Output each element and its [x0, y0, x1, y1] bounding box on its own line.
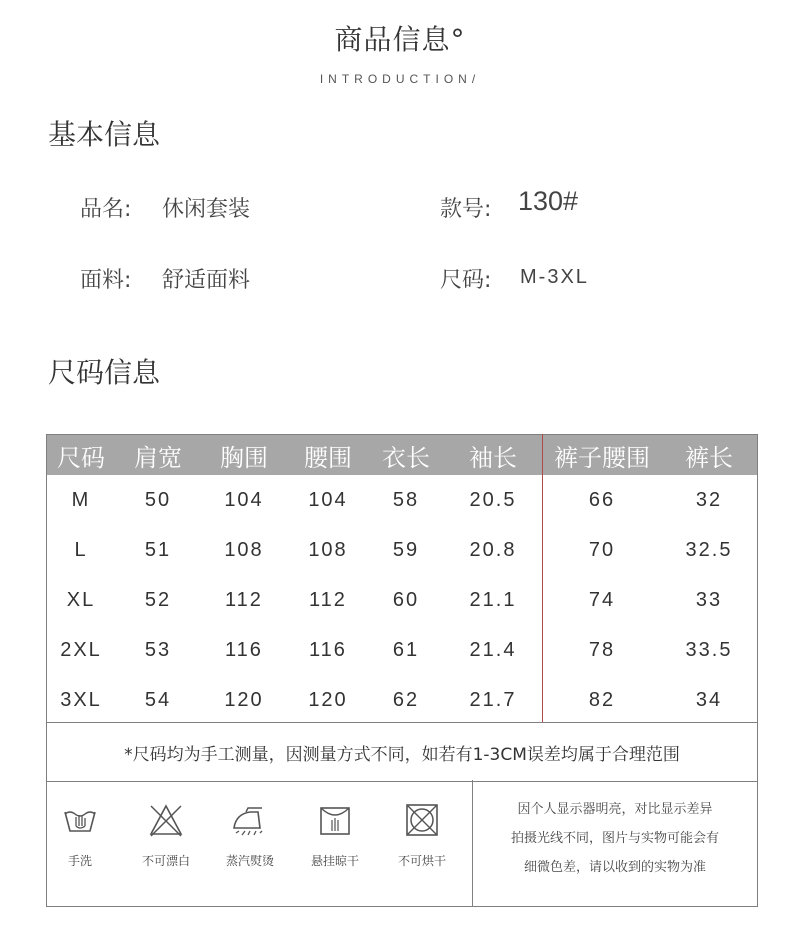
- product-name-label: 品名:: [80, 197, 132, 222]
- table-cell: 32.5: [685, 538, 733, 561]
- care-label-no-tumble-dry: 不可烘干: [397, 854, 446, 868]
- header-cell-sleeve: 袖长: [469, 443, 517, 472]
- measurement-note: [46, 722, 758, 782]
- table-row: [47, 625, 757, 675]
- table-cell: XL: [66, 588, 96, 611]
- table-cell: 66: [588, 488, 616, 511]
- table-cell: 52: [144, 588, 172, 611]
- care-item-no-tumble-dry: [382, 800, 462, 869]
- basic-info-title: 基本信息: [48, 118, 161, 151]
- table-row: [47, 575, 757, 625]
- care-item-hand-wash: [40, 800, 120, 869]
- disclaimer-line: 拍摄光线不同，图片与实物可能会有: [510, 831, 719, 846]
- table-cell: 59: [392, 538, 420, 561]
- table-cell: 54: [144, 688, 172, 711]
- hand-wash-icon: [60, 800, 100, 840]
- table-cell: 21.4: [469, 638, 517, 661]
- product-name-value: 休闲套装: [162, 197, 251, 222]
- table-cell: 108: [308, 538, 348, 561]
- table-cell: 120: [224, 688, 264, 711]
- table-cell: 32: [695, 488, 723, 511]
- disclaimer-line: 因个人显示器明亮，对比显示差异: [517, 802, 713, 817]
- fabric-label: 面料:: [80, 268, 132, 293]
- care-separator: [472, 780, 473, 907]
- color-disclaimer: [474, 795, 756, 882]
- header-cell-chest: 胸围: [220, 443, 268, 472]
- table-row: [47, 475, 757, 525]
- table-cell: 20.5: [469, 488, 517, 511]
- table-cell: 116: [309, 638, 347, 661]
- header-cell-shoulder: 肩宽: [134, 443, 182, 472]
- table-cell: 53: [144, 638, 172, 661]
- care-label-no-bleach: 不可漂白: [141, 854, 190, 868]
- table-cell: 74: [588, 588, 616, 611]
- page-subtitle: INTRODUCTION/: [319, 72, 481, 86]
- size-range-label: 尺码:: [440, 268, 492, 293]
- no-bleach-icon: [146, 800, 186, 840]
- table-cell: 104: [224, 488, 264, 511]
- table-cell: 21.7: [469, 688, 517, 711]
- hang-dry-icon: [315, 800, 355, 840]
- table-cell: 120: [308, 688, 348, 711]
- header-cell-pants-waist: 裤子腰围: [554, 443, 650, 472]
- table-cell: 33: [695, 588, 723, 611]
- table-cell: 112: [309, 588, 347, 611]
- style-number-label: 款号:: [440, 197, 492, 222]
- page-title: 商品信息°: [334, 23, 466, 56]
- measurement-note-text: *尺码均为手工测量，因测量方式不同，如若有1-3CM误差均属于合理范围: [124, 744, 680, 765]
- table-cell: 78: [588, 638, 616, 661]
- care-item-steam-iron: [210, 800, 290, 869]
- table-cell: 82: [588, 688, 616, 711]
- table-cell: 112: [225, 588, 263, 611]
- size-info-title: 尺码信息: [48, 356, 161, 389]
- care-label-hand-wash: 手洗: [67, 854, 92, 868]
- table-cell: L: [74, 538, 88, 561]
- table-cell: 60: [392, 588, 420, 611]
- style-number-value: 130#: [518, 186, 579, 216]
- table-cell: 51: [144, 538, 172, 561]
- table-cell: M: [71, 488, 91, 511]
- table-cell: 108: [224, 538, 264, 561]
- table-cell: 34: [695, 688, 723, 711]
- table-row: [47, 675, 757, 725]
- table-cell: 116: [225, 638, 263, 661]
- table-cell: 50: [144, 488, 172, 511]
- care-label-steam-iron: 蒸汽熨烫: [225, 854, 274, 868]
- table-cell: 21.1: [469, 588, 517, 611]
- size-table: [46, 434, 758, 725]
- fabric-value: 舒适面料: [162, 268, 251, 293]
- steam-iron-icon: [228, 800, 272, 840]
- no-tumble-dry-icon: [402, 800, 442, 840]
- table-cell: 58: [392, 488, 420, 511]
- table-column-divider: [542, 434, 543, 723]
- table-cell: 104: [308, 488, 348, 511]
- table-cell: 20.8: [469, 538, 517, 561]
- table-cell: 62: [392, 688, 420, 711]
- care-item-no-bleach: [126, 800, 206, 869]
- table-cell: 33.5: [685, 638, 733, 661]
- table-cell: 3XL: [60, 688, 102, 711]
- table-cell: 61: [392, 638, 420, 661]
- table-row: [47, 525, 757, 575]
- care-item-hang-dry: [295, 800, 375, 869]
- header-cell-waist: 腰围: [304, 443, 352, 472]
- table-cell: 70: [588, 538, 616, 561]
- header-cell-pants-length: 裤长: [685, 443, 733, 472]
- table-cell: 2XL: [60, 638, 102, 661]
- header-cell-length: 衣长: [382, 443, 430, 472]
- care-label-hang-dry: 悬挂晾干: [310, 854, 359, 868]
- size-table-header: [47, 435, 757, 475]
- disclaimer-line: 细微色差，请以收到的实物为准: [523, 860, 706, 875]
- header-cell-size: 尺码: [57, 443, 105, 472]
- size-range-value: M-3XL: [520, 266, 589, 288]
